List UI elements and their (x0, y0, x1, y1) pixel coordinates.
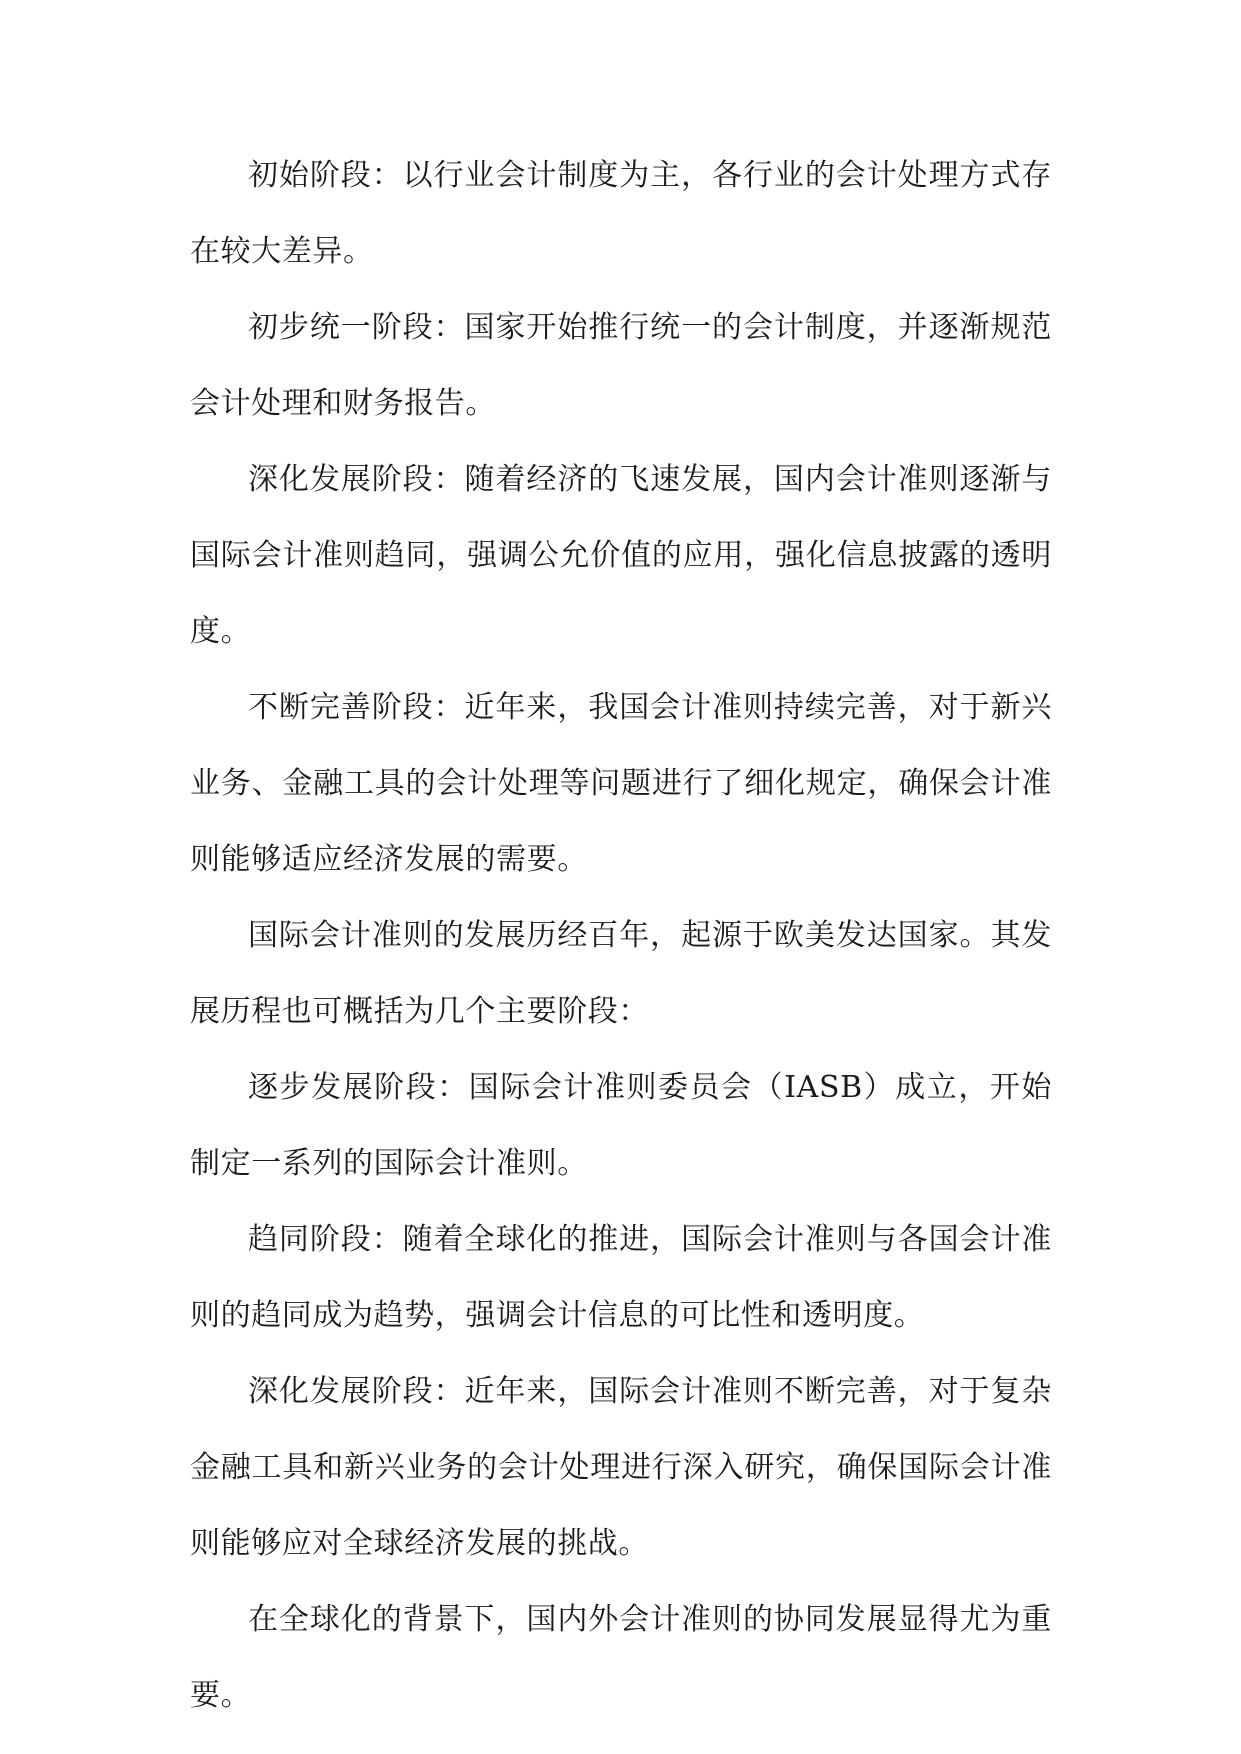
paragraph-deepening-development-international: 深化发展阶段：近年来，国际会计准则不断完善，对于复杂金融工具和新兴业务的会计处理进行深入研究，确保国际会计准则能够应对全球经济发展的挑战。 (190, 1374, 1052, 1561)
paragraph-convergence-stage: 趋同阶段：随着全球化的推进，国际会计准则与各国会计准则的趋同成为趋势，强调会计信息的可比性和透明度。 (190, 1222, 1052, 1333)
paragraph-globalization-conclusion: 在全球化的背景下，国内外会计准则的协同发展显得尤为重要。 (190, 1602, 1052, 1713)
paragraph-continuous-improvement: 不断完善阶段：近年来，我国会计准则持续完善，对于新兴业务、金融工具的会计处理等问题进行了细化规定，确保会计准则能够适应经济发展的需要。 (190, 690, 1052, 877)
paragraph-international-history: 国际会计准则的发展历经百年，起源于欧美发达国家。其发展历程也可概括为几个主要阶段： (190, 918, 1052, 1029)
paragraph-preliminary-unification: 初步统一阶段：国家开始推行统一的会计制度，并逐渐规范会计处理和财务报告。 (190, 310, 1052, 421)
paragraph-initial-stage: 初始阶段：以行业会计制度为主，各行业的会计处理方式存在较大差异。 (190, 158, 1052, 269)
paragraph-gradual-development: 逐步发展阶段：国际会计准则委员会（IASB）成立，开始制定一系列的国际会计准则。 (190, 1070, 1052, 1181)
document-body (190, 138, 1052, 1734)
paragraph-deepening-development-domestic: 深化发展阶段：随着经济的飞速发展，国内会计准则逐渐与国际会计准则趋同，强调公允价值的应用，强化信息披露的透明度。 (190, 462, 1052, 649)
